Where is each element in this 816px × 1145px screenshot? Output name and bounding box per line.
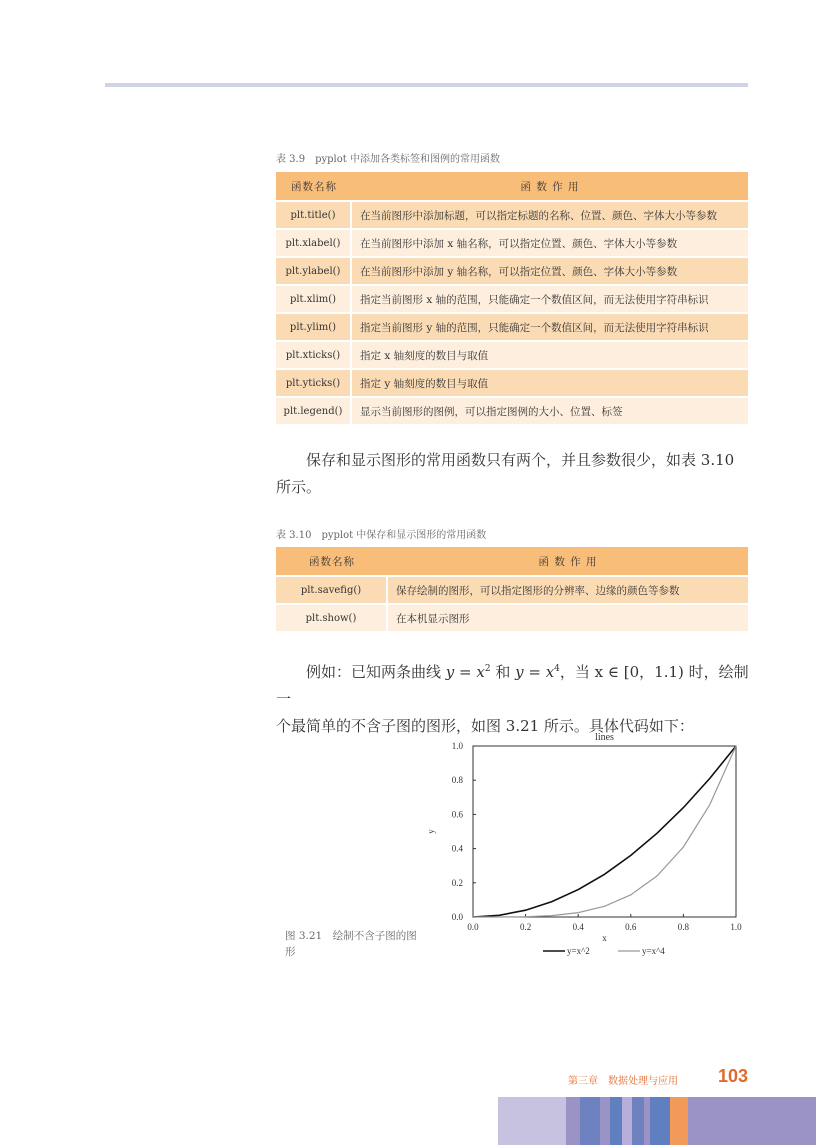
- y-axis-label: y: [426, 829, 436, 834]
- table-3-9: [276, 170, 748, 426]
- series-line-2: [473, 746, 736, 917]
- figure-3-21-chart: [420, 728, 750, 963]
- footer-band-purple: [600, 1097, 610, 1145]
- table-header-name: 函数名称: [276, 547, 388, 575]
- x-axis-label: x: [602, 933, 607, 943]
- example-text: 和: [490, 663, 516, 681]
- function-purpose-cell: 指定当前图形 x 轴的范围，只能确定一个数值区间，而无法使用字符串标识: [352, 286, 748, 312]
- footer-band-blue: [580, 1097, 600, 1145]
- table-header-name: 函数名称: [276, 172, 352, 200]
- table-row: [276, 230, 748, 256]
- function-name-cell: plt.show(): [276, 605, 388, 631]
- paragraph-save-show: 保存和显示图形的常用函数只有两个，并且参数很少，如表 3.10 所示。: [276, 451, 735, 496]
- table-header-purpose: 函 数 作 用: [388, 547, 748, 575]
- equation-x4: y = x: [515, 663, 555, 681]
- example-line-2: 个最简单的不含子图的图形，如图 3.21 所示。具体代码如下：: [276, 717, 694, 735]
- x-tick-label: 0.6: [625, 922, 637, 932]
- y-tick-label: 0.0: [451, 912, 463, 922]
- table-row: [276, 286, 748, 312]
- table-row: [276, 202, 748, 228]
- function-name-cell: plt.ylabel(): [276, 258, 352, 284]
- x-tick-label: 0.4: [572, 922, 584, 932]
- function-purpose-cell: 在当前图形中添加标题，可以指定标题的名称、位置、颜色、字体大小等参数: [352, 202, 748, 228]
- legend-label: y=x^4: [642, 946, 665, 956]
- function-name-cell: plt.yticks(): [276, 370, 352, 396]
- function-purpose-cell: 保存绘制的图形，可以指定图形的分辨率、边缘的颜色等参数: [388, 577, 748, 603]
- function-purpose-cell: 指定当前图形 y 轴的范围，只能确定一个数值区间，而无法使用字符串标识: [352, 314, 748, 340]
- footer-band-purple: [566, 1097, 580, 1145]
- table-row: [276, 258, 748, 284]
- table-row: [276, 314, 748, 340]
- function-purpose-cell: 指定 x 轴刻度的数目与取值: [352, 342, 748, 368]
- example-line-1: [276, 656, 756, 713]
- table-3-10: [276, 545, 748, 633]
- y-tick-label: 0.2: [451, 877, 463, 888]
- table-row: [276, 370, 748, 396]
- table-row: [276, 605, 748, 631]
- exponent-4: 4: [554, 664, 560, 674]
- x-tick-label: 1.0: [730, 922, 742, 932]
- exponent-2: 2: [484, 664, 491, 674]
- header-rule: [105, 83, 748, 87]
- function-name-cell: plt.xlim(): [276, 286, 352, 312]
- page-number: 103: [718, 1066, 749, 1086]
- example-condition: ，当 x ∈ [0，1.1) 时，绘制一: [276, 663, 749, 708]
- footer-chapter: 第三章 数据处理与应用: [568, 1076, 678, 1087]
- footer-band-purple: [688, 1097, 816, 1145]
- y-tick-label: 1.0: [451, 741, 463, 751]
- footer-band-lilac: [498, 1097, 566, 1145]
- table-row: [276, 342, 748, 368]
- table-row: [276, 398, 748, 424]
- table-row: [276, 577, 748, 603]
- table-3-9-caption: 表 3.9 pyplot 中添加各类标签和图例的常用函数: [276, 154, 500, 165]
- table-header-purpose: 函 数 作 用: [352, 172, 748, 200]
- equation-x2: y = x: [445, 663, 485, 681]
- function-name-cell: plt.title(): [276, 202, 352, 228]
- chart-title: lines: [595, 732, 614, 743]
- function-purpose-cell: 指定 y 轴刻度的数目与取值: [352, 370, 748, 396]
- function-name-cell: plt.ylim(): [276, 314, 352, 340]
- y-tick-label: 0.4: [451, 843, 463, 854]
- series-line-1: [473, 746, 736, 917]
- y-tick-label: 0.6: [451, 809, 463, 820]
- y-tick-label: 0.8: [451, 775, 463, 786]
- function-name-cell: plt.xticks(): [276, 342, 352, 368]
- table-3-10-caption: 表 3.10 pyplot 中保存和显示图形的常用函数: [276, 530, 487, 541]
- legend-label: y=x^2: [567, 946, 590, 956]
- x-tick-label: 0.2: [519, 922, 532, 932]
- function-name-cell: plt.legend(): [276, 398, 352, 424]
- footer-band-blue: [632, 1097, 644, 1145]
- function-purpose-cell: 在当前图形中添加 x 轴名称，可以指定位置、颜色、字体大小等参数: [352, 230, 748, 256]
- footer-band-blue: [650, 1097, 670, 1145]
- footer-band-blue: [610, 1097, 622, 1145]
- x-tick-label: 0.0: [467, 922, 479, 932]
- function-name-cell: plt.xlabel(): [276, 230, 352, 256]
- footer-band-lilac: [622, 1097, 632, 1145]
- example-text: 例如：已知两条曲线: [306, 663, 446, 681]
- figure-3-21-caption: 图 3.21 绘制不含子图的图形: [285, 930, 417, 958]
- footer-band-orange: [670, 1097, 688, 1145]
- function-name-cell: plt.savefig(): [276, 577, 388, 603]
- plot-frame: [473, 746, 736, 917]
- function-purpose-cell: 显示当前图形的图例，可以指定图例的大小、位置、标签: [352, 398, 748, 424]
- function-purpose-cell: 在当前图形中添加 y 轴名称，可以指定位置、颜色、字体大小等参数: [352, 258, 748, 284]
- x-tick-label: 0.8: [677, 922, 690, 932]
- function-purpose-cell: 在本机显示图形: [388, 605, 748, 631]
